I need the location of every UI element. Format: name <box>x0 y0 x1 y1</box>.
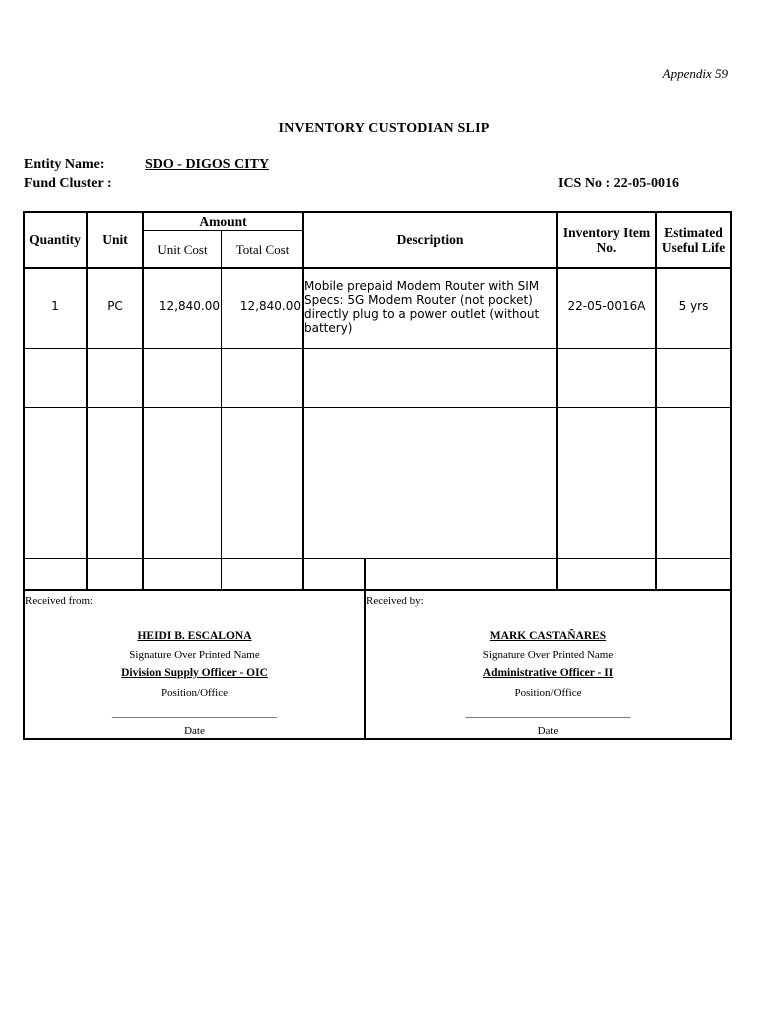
fund-cluster-label: Fund Cluster : <box>24 176 112 191</box>
header-unit-cost: Unit Cost <box>157 242 208 257</box>
received-from-name-caption: Signature Over Printed Name <box>129 649 260 661</box>
row-useful-life: 5 yrs <box>678 299 709 313</box>
received-by-name-caption: Signature Over Printed Name <box>482 649 614 661</box>
header-total-cost: Total Cost <box>235 242 290 257</box>
received-from-position-caption: Position/Office <box>160 687 228 699</box>
header-inventory-item-no: Inventory Item No. <box>562 225 651 255</box>
received-by-date-caption: Date <box>537 725 559 737</box>
row-unit-cost: 12,840.00 <box>158 299 220 313</box>
received-from-position: Division Supply Officer - OIC <box>121 667 268 679</box>
row-description: Mobile prepaid Modem Router with SIM Specs: 5G Modem Router (not pocket) directly plug to a power outlet (without battery) <box>304 279 540 335</box>
received-by-position-caption: Position/Office <box>514 687 582 699</box>
entity-name-value: SDO - DIGOS CITY <box>145 157 270 172</box>
header-description: Description <box>396 232 464 247</box>
row-unit: PC <box>107 299 123 313</box>
received-from-name: HEIDI B. ESCALONA <box>137 630 252 642</box>
header-quantity: Quantity <box>29 232 81 247</box>
row-item-no: 22-05-0016A <box>567 299 646 313</box>
ics-number: ICS No : 22-05-0016 <box>558 176 679 191</box>
received-by-date-line: ______________________________ <box>465 707 631 719</box>
row-quantity: 1 <box>51 299 59 313</box>
received-from-date-caption: Date <box>184 725 205 737</box>
row-total-cost: 12,840.00 <box>239 299 301 313</box>
received-by-name: MARK CASTAÑARES <box>489 630 607 642</box>
appendix-label: Appendix 59 <box>662 66 728 81</box>
received-by-label: Received by: <box>366 595 424 607</box>
received-from-date-line: ______________________________ <box>112 707 277 719</box>
entity-name-label: Entity Name: <box>24 157 105 172</box>
form-title: INVENTORY CUSTODIAN SLIP <box>278 121 490 136</box>
received-from-label: Received from: <box>25 595 94 607</box>
header-useful-life: Estimated Useful Life <box>661 225 726 255</box>
received-by-position: Administrative Officer - II <box>482 667 614 679</box>
header-unit: Unit <box>102 232 128 247</box>
header-amount: Amount <box>199 214 247 229</box>
